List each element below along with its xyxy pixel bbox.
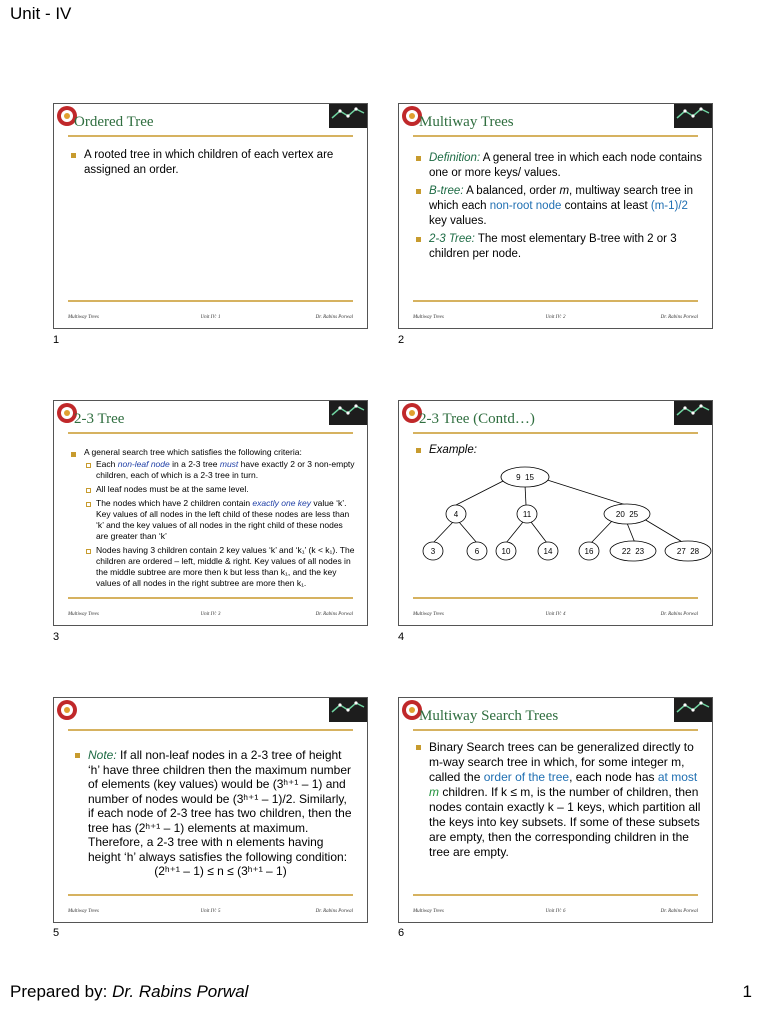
- prepared-by-label: Prepared by:: [10, 982, 108, 1001]
- page-header: Unit - IV: [10, 4, 72, 23]
- slide-footer-author: Dr. Rabins Porwal: [315, 315, 353, 320]
- bullet-example: [429, 443, 702, 458]
- text: key values.: [429, 215, 487, 227]
- slide-footer-left: Multiway Trees: [68, 909, 99, 914]
- data-structures-logo-icon: [329, 104, 367, 128]
- sub-bullet: All leaf nodes must be at the same level.: [96, 484, 357, 495]
- divider: [413, 432, 698, 434]
- slide-footer-unit: Unit IV: 6: [545, 909, 566, 914]
- text: Binary Search trees can be generalized directly to m-way search tree in which, for some integer m, called the: [429, 740, 694, 784]
- slide-title: Ordered Tree: [74, 114, 154, 130]
- data-structures-logo-icon: [329, 401, 367, 425]
- formula: (2ʰ⁺¹ – 1) ≤ n ≤ (3ʰ⁺¹ – 1): [154, 864, 287, 878]
- text: contains at least: [564, 200, 648, 212]
- node-label: 3: [430, 547, 436, 556]
- slide-footer-author: Dr. Rabins Porwal: [660, 909, 698, 914]
- divider: [413, 894, 698, 896]
- slide-footer-left: Multiway Trees: [413, 315, 444, 320]
- slide-5: [53, 697, 368, 923]
- author-name: Dr. Rabins Porwal: [112, 982, 249, 1001]
- slide-1: [53, 103, 368, 329]
- page-number: 1: [742, 982, 752, 1001]
- highlight: order of the tree: [483, 770, 570, 784]
- text: in a 2-3 tree: [172, 459, 218, 469]
- divider: [68, 300, 353, 302]
- slide-footer-unit: Unit IV: 1: [200, 315, 221, 320]
- slide-footer-unit: Unit IV: 4: [545, 612, 566, 617]
- text: Each: [96, 459, 116, 469]
- slide-footer-left: Multiway Trees: [68, 315, 99, 320]
- slide-2: [398, 103, 713, 329]
- divider: [68, 135, 353, 137]
- text: , each node has: [569, 770, 655, 784]
- text: , multiway search tree in which each: [429, 185, 694, 212]
- slide-footer-author: Dr. Rabins Porwal: [315, 612, 353, 617]
- slide-number: 4: [398, 631, 405, 643]
- text: have exactly 2 or 3 non-empty children, each of which is a 2-3 tree in turn.: [96, 459, 355, 480]
- keyword: 2-3 Tree:: [429, 233, 475, 245]
- highlight: (m-1)/2: [650, 200, 688, 212]
- text: m: [559, 185, 570, 197]
- sub-bullet: [96, 498, 357, 542]
- highlight: at most: [657, 770, 698, 784]
- divider: [68, 597, 353, 599]
- text: A general tree in which each node contains one or more keys/ values.: [429, 152, 702, 179]
- text: A balanced, order: [466, 185, 557, 197]
- bullet-msearch: [429, 740, 702, 860]
- slide-title: 2-3 Tree (Contd…): [419, 411, 535, 427]
- node-label: 20 25: [615, 510, 639, 519]
- sub-bullet: [96, 459, 357, 481]
- slide-number: 3: [53, 631, 60, 643]
- bullet-btree: [429, 184, 702, 229]
- bullet: A rooted tree in which children of each vertex are assigned an order.: [84, 148, 357, 178]
- divider: [413, 300, 698, 302]
- slide-footer-left: Multiway Trees: [413, 909, 444, 914]
- prepared-by: [10, 982, 248, 1002]
- node-label: 11: [522, 510, 532, 519]
- divider: [68, 432, 353, 434]
- keyword: B-tree:: [429, 185, 464, 197]
- highlight: m: [429, 785, 439, 799]
- bullet-23tree: [429, 232, 702, 262]
- slide-footer-left: Multiway Trees: [413, 612, 444, 617]
- slide-footer-left: Multiway Trees: [68, 612, 99, 617]
- node-label: 16: [584, 547, 594, 556]
- two-three-tree-diagram: [399, 463, 714, 593]
- slide-footer-author: Dr. Rabins Porwal: [660, 315, 698, 320]
- slide-number: 1: [53, 334, 60, 346]
- divider: [413, 597, 698, 599]
- node-label: 14: [543, 547, 553, 556]
- node-label: 4: [453, 510, 459, 519]
- data-structures-logo-icon: [674, 698, 712, 722]
- slide-footer-author: Dr. Rabins Porwal: [315, 909, 353, 914]
- node-label: 22 23: [621, 547, 645, 556]
- data-structures-logo-icon: [674, 401, 712, 425]
- data-structures-logo-icon: [674, 104, 712, 128]
- data-structures-logo-icon: [329, 698, 367, 722]
- highlight: must: [219, 459, 239, 469]
- slide-3: [53, 400, 368, 626]
- highlight: exactly one key: [252, 498, 312, 508]
- highlight: non-root node: [489, 200, 562, 212]
- divider: [68, 729, 353, 731]
- divider: [413, 729, 698, 731]
- bullet-intro: [84, 447, 357, 589]
- text: value ‘k’. Key values of all nodes in the left child of these nodes are less than ‘k’ and the key values of all nodes in the right child of these nodes are greater than ‘k’: [96, 498, 350, 541]
- text: children. If k ≤ m, is the number of children, then nodes contain exactly k – 1 keys, which partition all the keys into key subsets. If some of these subsets are empty, then the corresponding children in the tree are empty.: [429, 785, 701, 859]
- slide-footer-unit: Unit IV: 5: [200, 909, 221, 914]
- slide-footer-unit: Unit IV: 3: [200, 612, 221, 617]
- node-label: 27 28: [676, 547, 700, 556]
- slide-6: [398, 697, 713, 923]
- slide-footer-unit: Unit IV: 2: [545, 315, 566, 320]
- divider: [413, 135, 698, 137]
- sub-bullet: Nodes having 3 children contain 2 key values ‘k’ and ‘k₁’ (k < k₁). The children are ordered – left, middle & right. Key values of all nodes in the middle subtree are more then k but less than k₁, and the key values of all nodes in the right subtree are more then k₁.: [96, 545, 357, 589]
- text: A general search tree which satisfies the following criteria:: [84, 447, 302, 457]
- highlight: non-leaf node: [117, 459, 170, 469]
- slide-number: 2: [398, 334, 405, 346]
- text: Example:: [429, 444, 477, 456]
- keyword: Definition:: [429, 152, 481, 164]
- slide-footer-author: Dr. Rabins Porwal: [660, 612, 698, 617]
- slide-number: 6: [398, 927, 405, 939]
- text: The nodes which have 2 children contain: [96, 498, 251, 508]
- text: If all non-leaf nodes in a 2-3 tree of height ‘h’ have three children then the maximum number of elements (key values) would be (3ʰ⁺¹ – 1) and number of nodes would be (3ʰ⁺¹ – 1)/2. Similarly, if each node of 2-3 tree has two children, then the tree has (2ʰ⁺¹ – 1) elements at maximum. Therefore, a 2-3 tree with n elements having height ‘h’ always satisfies the following condition:: [88, 748, 352, 864]
- slide-title: Multiway Search Trees: [419, 708, 559, 724]
- slide-4: [398, 400, 713, 626]
- slide-title: Multiway Trees: [419, 114, 514, 130]
- slide-title: 2-3 Tree: [74, 411, 125, 427]
- bullet-note: [88, 748, 353, 879]
- university-logo-icon: [56, 699, 78, 721]
- node-label: 6: [474, 547, 480, 556]
- keyword: Note:: [88, 748, 117, 762]
- bullet-definition: [429, 151, 702, 181]
- text: The most elementary B-tree with 2 or 3 children per node.: [429, 233, 677, 260]
- node-label: 9 15: [516, 473, 534, 482]
- node-label: 10: [501, 547, 511, 556]
- slide-number: 5: [53, 927, 60, 939]
- divider: [68, 894, 353, 896]
